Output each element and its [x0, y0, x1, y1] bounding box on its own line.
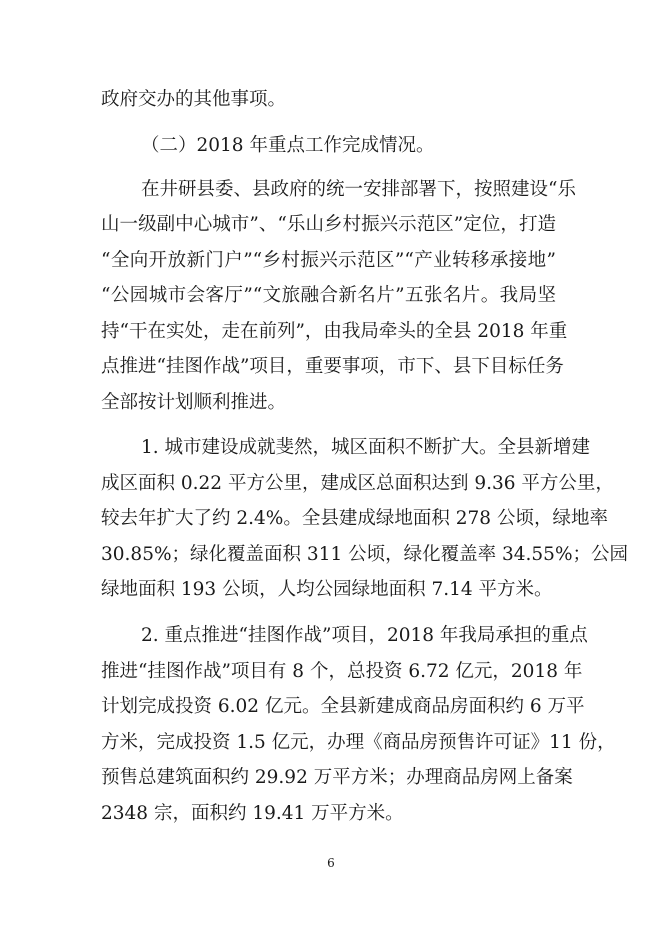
paragraph-line: 点推进“挂图作战”项目，重要事项，市下、县下目标任务: [101, 356, 564, 377]
paragraph-line: 2. 重点推进“挂图作战”项目，2018 年我局承担的重点: [141, 625, 588, 646]
paragraph-line: 在井研县委、县政府的统一安排部署下，按照建设“乐: [141, 179, 576, 200]
paragraph-line: 计划完成投资 6.02 亿元。全县新建成商品房面积约 6 万平: [101, 696, 585, 717]
page-number: 6: [327, 856, 335, 870]
paragraph-line: “公园城市会客厅”“文旅融合新名片”五张名片。我局坚: [101, 285, 556, 306]
paragraph-line: “全向开放新门户”“乡村振兴示范区”“产业转移承接地”: [101, 250, 556, 271]
paragraph-line: 方米，完成投资 1.5 亿元，办理《商品房预售许可证》11 份，: [101, 732, 616, 753]
paragraph-line: 1. 城市建设成就斐然，城区面积不断扩大。全县新增建: [141, 437, 591, 458]
paragraph-line: 预售总建筑面积约 29.92 万平方米；办理商品房网上备案: [101, 767, 573, 788]
paragraph-line: 成区面积 0.22 平方公里，建成区总面积达到 9.36 平方公里，: [101, 473, 614, 494]
closing-line: 政府交办的其他事项。: [101, 89, 287, 110]
paragraph-line: 推进“挂图作战”项目有 8 个，总投资 6.72 亿元，2018 年: [101, 661, 583, 682]
paragraph-line: 较去年扩大了约 2.4%。全县建成绿地面积 278 公顷，绿地率: [101, 508, 608, 529]
section-heading: （二）2018 年重点工作完成情况。: [141, 135, 435, 156]
paragraph-line: 30.85%；绿化覆盖面积 311 公顷，绿化覆盖率 34.55%；公园: [101, 544, 629, 565]
paragraph-line: 持“干在实处，走在前列”，由我局牵头的全县 2018 年重: [101, 321, 568, 342]
paragraph-line: 山一级副中心城市”、“乐山乡村振兴示范区”定位，打造: [101, 214, 556, 235]
paragraph-line: 2348 宗，面积约 19.41 万平方米。: [101, 803, 404, 824]
paragraph-line: 绿地面积 193 公顷，人均公园绿地面积 7.14 平方米。: [101, 579, 553, 600]
paragraph-line: 全部按计划顺利推进。: [101, 392, 287, 413]
